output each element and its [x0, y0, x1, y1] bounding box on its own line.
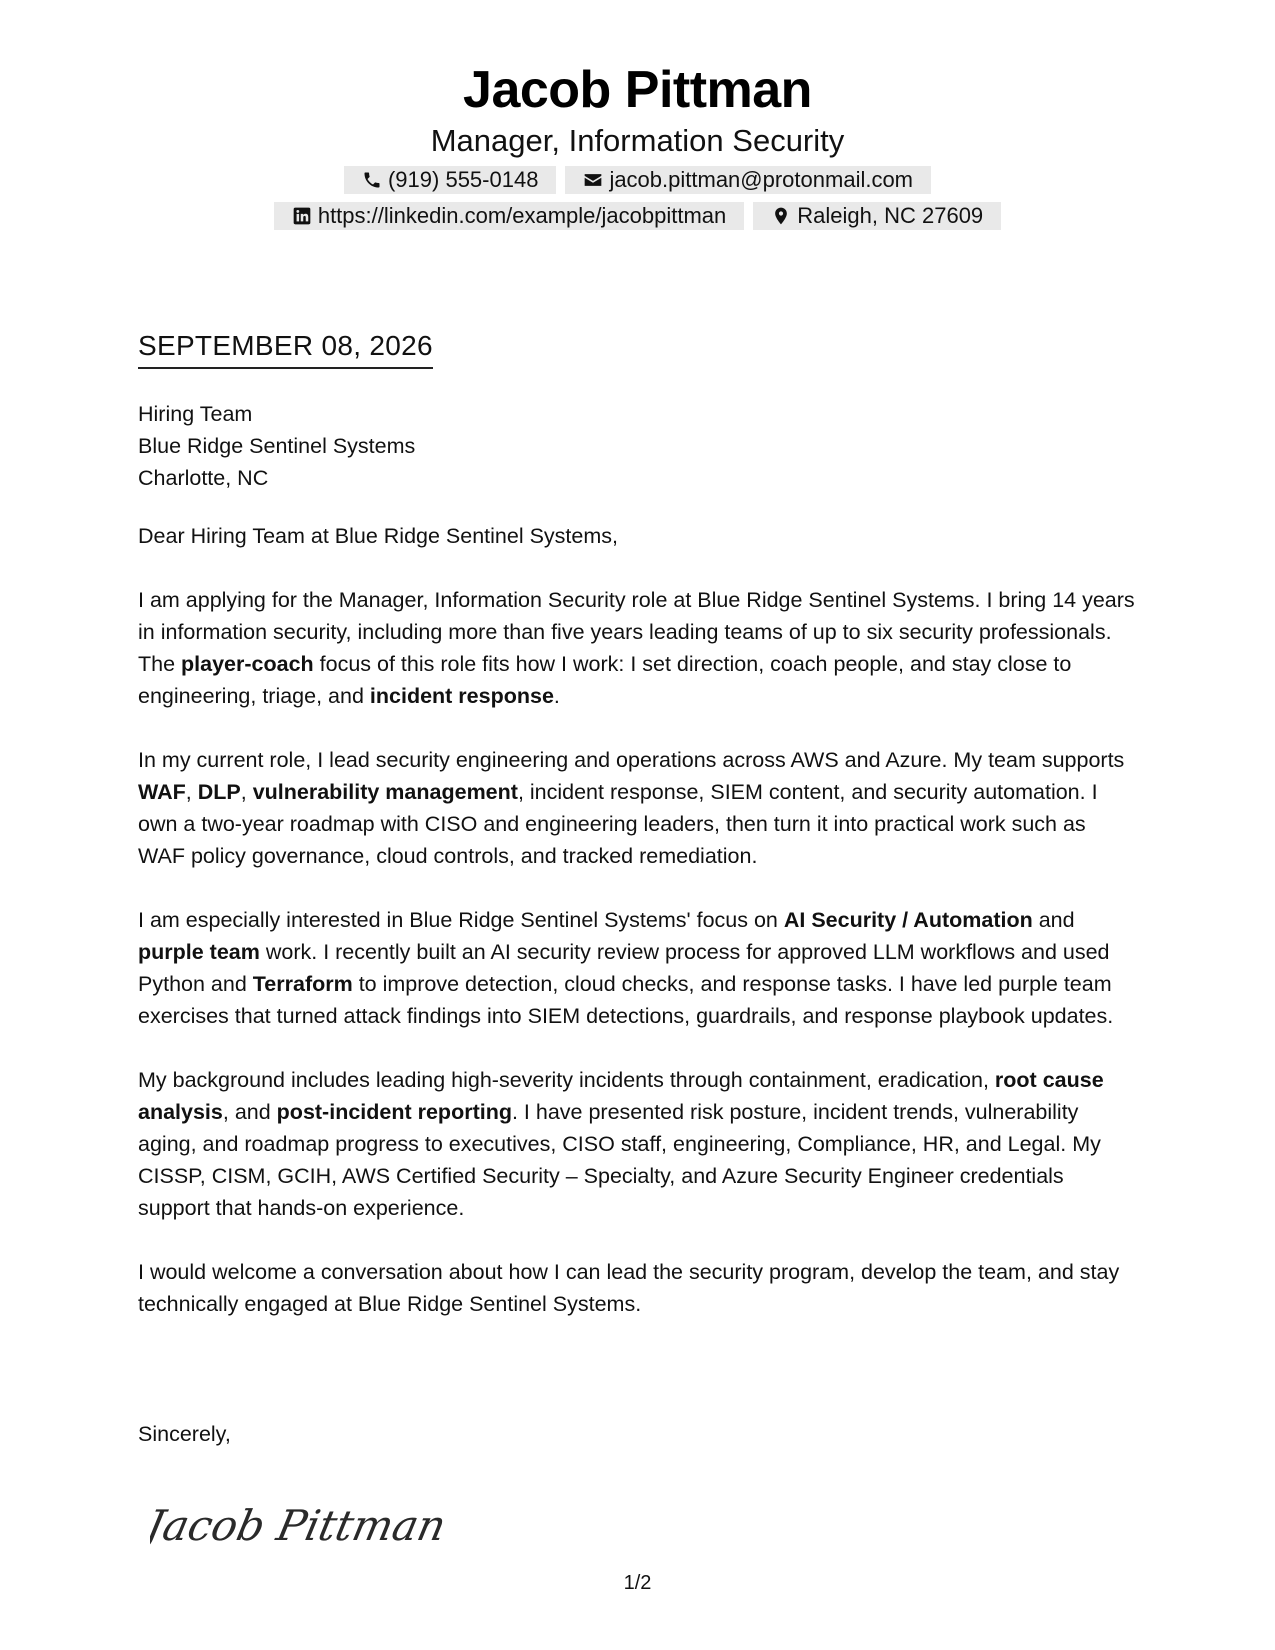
applicant-title: Manager, Information Security	[430, 123, 845, 158]
location-text: Raleigh, NC 27609	[797, 203, 984, 228]
paragraph-text: to improve detection, cloud checks, and response tasks. I have led purple team exercises that turned attack findings into SIEM detections, guardrails, and response playbook updates.	[138, 972, 1114, 1028]
paragraph-text: focus of this role fits how I work: I set direction, coach people, and stay close to engineering, triage, and	[138, 652, 1072, 708]
contact-row-2	[0, 202, 1275, 230]
recipient-block	[138, 398, 1138, 494]
linkedin-icon	[292, 206, 312, 226]
recipient-line: Hiring Team	[138, 402, 253, 426]
paragraph-text: . I have presented risk posture, incident trends, vulnerability aging, and roadmap progress to executives, CISO staff, engineering, Compliance, HR, and Legal. My CISSP, CISM, GCIH, AWS Certified Security – Specialty, and Azure Security Engineer credentials support that hands-on experience.	[138, 1100, 1101, 1220]
applicant-name: Jacob Pittman	[463, 61, 812, 119]
emphasized-text: WAF	[138, 780, 186, 804]
body-paragraph	[138, 1064, 1138, 1224]
body-paragraph	[138, 584, 1138, 712]
paragraph-text: , and	[222, 1100, 277, 1124]
letter-date: SEPTEMBER 08, 2026	[138, 330, 433, 369]
envelope-icon	[583, 170, 603, 190]
emphasized-text: incident response	[369, 684, 554, 708]
location-contact	[753, 202, 1001, 230]
phone-text: (919) 555-0148	[387, 167, 539, 192]
page-number: 1/2	[623, 1572, 652, 1594]
signature-script: Jacob Pittman	[150, 1502, 450, 1551]
recipient-line: Blue Ridge Sentinel Systems	[138, 434, 416, 458]
emphasized-text: root cause analysis	[138, 1068, 1104, 1124]
emphasized-text: post-incident reporting	[276, 1100, 512, 1124]
paragraph-text: .	[553, 684, 560, 708]
letter-paragraphs	[138, 584, 1138, 1320]
letter-body	[138, 398, 1138, 1320]
body-paragraph	[138, 904, 1138, 1032]
paragraph-text: , incident response, SIEM content, and security automation. I own a two-year roadmap with CISO and engineering leaders, then turn it into practical work such as WAF policy governance, cloud controls, and tracked remediation.	[138, 780, 1098, 868]
emphasized-text: AI Security / Automation	[783, 908, 1033, 932]
letter-header	[0, 58, 1275, 230]
signature-image	[150, 1492, 450, 1562]
paragraph-text: I would welcome a conversation about how I can lead the security program, develop the team, and stay technically engaged at Blue Ridge Sentinel Systems.	[138, 1260, 1120, 1316]
salutation: Dear Hiring Team at Blue Ridge Sentinel Systems,	[138, 524, 618, 548]
linkedin-contact[interactable]	[274, 202, 744, 230]
paragraph-text: My background includes leading high-severity incidents through containment, eradication,	[138, 1068, 995, 1092]
body-paragraph	[138, 1256, 1138, 1320]
email-contact[interactable]	[565, 166, 931, 194]
paragraph-text: ,	[185, 780, 198, 804]
phone-contact[interactable]	[344, 166, 556, 194]
handwritten-signature	[150, 1492, 450, 1567]
linkedin-text: https://linkedin.com/example/jacobpittman	[317, 203, 727, 228]
paragraph-text: I am applying for the Manager, Information Security role at Blue Ridge Sentinel Systems. I bring 14 years in information security, including more than five years leading teams of up to six security professionals. The	[138, 588, 1135, 676]
paragraph-text: In my current role, I lead security engineering and operations across AWS and Azure. My team supports	[138, 748, 1125, 772]
map-pin-icon	[771, 206, 791, 226]
paragraph-text: I am especially interested in Blue Ridge Sentinel Systems' focus on	[138, 908, 784, 932]
email-text: jacob.pittman@protonmail.com	[609, 167, 914, 192]
contact-row-1	[0, 166, 1275, 194]
body-paragraph	[138, 744, 1138, 872]
paragraph-text: ,	[240, 780, 253, 804]
recipient-line: Charlotte, NC	[138, 466, 269, 490]
emphasized-text: player-coach	[181, 652, 314, 676]
emphasized-text: purple team	[138, 940, 260, 964]
emphasized-text: DLP	[197, 780, 241, 804]
emphasized-text: vulnerability management	[252, 780, 518, 804]
closing: Sincerely,	[138, 1422, 231, 1446]
phone-icon	[362, 170, 382, 190]
paragraph-text: and	[1032, 908, 1075, 932]
emphasized-text: Terraform	[252, 972, 353, 996]
paragraph-text: work. I recently built an AI security review process for approved LLM workflows and used Python and	[138, 940, 1110, 996]
